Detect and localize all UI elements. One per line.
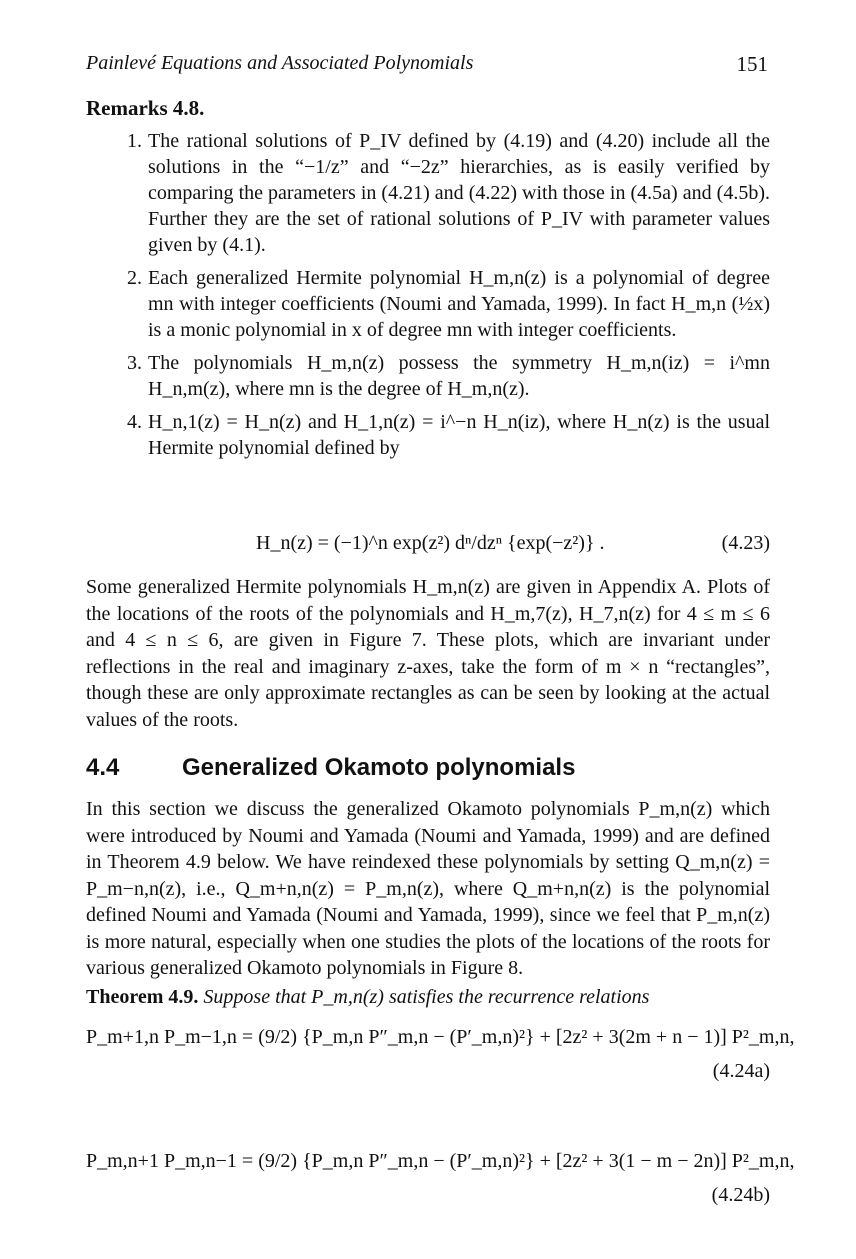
remark-item — [86, 265, 770, 343]
remark-number: 2. — [127, 267, 142, 289]
section-heading — [86, 754, 575, 782]
remark-item — [86, 350, 770, 402]
equation-expression: P_m,n+1 P_m,n−1 = (9/2) {P_m,n P″_m,n − (P′_m,n)²} + [2z² + 3(1 − m − 2n)] P²_m,n, — [86, 1150, 795, 1172]
remark-text: H_n,1(z) = H_n(z) and H_1,n(z) = i^−n H_n(iz), where H_n(z) is the usual Hermite polynomial defined by — [148, 411, 770, 459]
remark-number: 1. — [127, 130, 142, 152]
theorem-statement — [86, 986, 770, 1009]
body-paragraph: Some generalized Hermite polynomials H_m,n(z) are given in Appendix A. Plots of the locations of the roots of the polynomials and H_m,7(z), H_7,n(z) for 4 ≤ m ≤ 6 and 4 ≤ n ≤ 6, are given in Figure 7. These plots, which are invariant under reflections in the real and imaginary z-axes, take the form of m × n “rectangles”, though these are only approximate rectangles as can be seen by looking at the actual values of the roots. — [86, 576, 770, 731]
remark-text: The polynomials H_m,n(z) possess the symmetry H_m,n(iz) = i^mn H_n,m(z), where mn is the degree of H_m,n(z). — [148, 352, 770, 400]
remarks-heading: Remarks 4.8. — [86, 96, 205, 120]
equation-expression: H_n(z) = (−1)^n exp(z²) dⁿ/dzⁿ {exp(−z²)} . — [256, 532, 605, 554]
running-header — [86, 52, 768, 77]
remark-text: The rational solutions of P_IV defined by (4.19) and (4.20) include all the solutions in the “−1/z” and “−2z” hierarchies, as is easily verified by comparing the parameters in (4.21) and (4.22) with those in (4.5a) and (4.5b). Further they are the set of rational solutions of P_IV with parameter values given by (4.1). — [148, 130, 770, 256]
equation-tag: (4.24a) — [712, 1060, 770, 1082]
equation-tag: (4.24b) — [711, 1184, 770, 1206]
remark-number: 4. — [127, 411, 142, 433]
remark-item — [86, 409, 770, 461]
theorem-text: Suppose that P_m,n(z) satisfies the recurrence relations — [203, 986, 650, 1008]
body-paragraph: In this section we discuss the generalized Okamoto polynomials P_m,n(z) which were introduced by Noumi and Yamada (Noumi and Yamada, 1999) and are defined in Theorem 4.9 below. We have reindexed these polynomials by setting Q_m,n(z) = P_m−n,n(z), i.e., Q_m+n,n(z) = P_m,n(z), where Q_m+n,n(z) is the polynomial defined Noumi and Yamada (Noumi and Yamada, 1999), since we feel that P_m,n(z) is more natural, especially when one studies the plots of the locations of the roots for various generalized Okamoto polynomials in Figure 8. — [86, 798, 770, 979]
page-number: 151 — [736, 52, 768, 76]
remark-item — [86, 128, 770, 258]
equation-4-24a — [86, 1026, 795, 1082]
equation-tag: (4.23) — [721, 532, 770, 554]
equation-4-24b — [86, 1150, 795, 1206]
remark-number: 3. — [127, 352, 142, 374]
remark-text: Each generalized Hermite polynomial H_m,n(z) is a polynomial of degree mn with integer coefficients (Noumi and Yamada, 1999). In fact H_m,n (½x) is a monic polynomial in x of degree mn with integer coefficients. — [148, 267, 770, 341]
running-title: Painlevé Equations and Associated Polynomials — [86, 52, 474, 74]
equation-expression: P_m+1,n P_m−1,n = (9/2) {P_m,n P″_m,n − (P′_m,n)²} + [2z² + 3(2m + n − 1)] P²_m,n, — [86, 1026, 795, 1048]
section-title: Generalized Okamoto polynomials — [182, 754, 576, 781]
remarks-list — [86, 128, 770, 468]
section-number: 4.4 — [86, 754, 120, 781]
theorem-label: Theorem 4.9. — [86, 986, 199, 1008]
